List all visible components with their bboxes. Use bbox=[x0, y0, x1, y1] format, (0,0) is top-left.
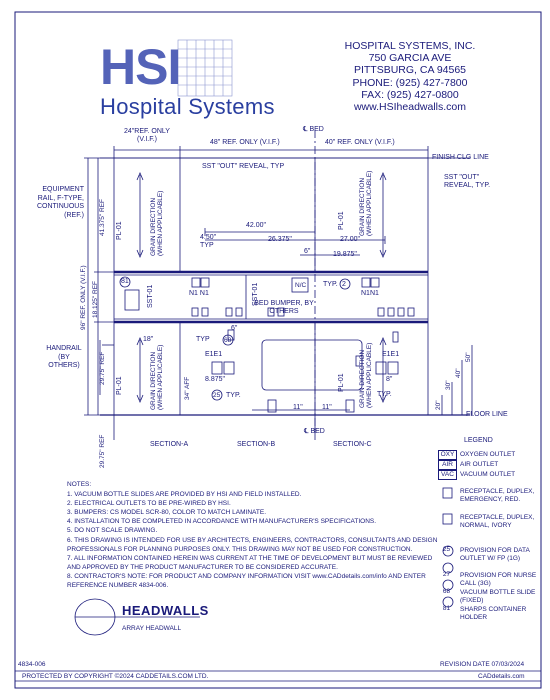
dim-top-mid: 48" REF. ONLY (V.I.F.) bbox=[210, 139, 280, 146]
notes-block bbox=[67, 480, 437, 590]
n1n1-right: N1N1 bbox=[361, 290, 379, 297]
legend-text: PROVISION FOR NURSE CALL (3G) bbox=[460, 572, 537, 588]
floor-line-label: FLOOR LINE bbox=[466, 411, 508, 418]
grain-lower-right: GRAIN DIRECTION (WHEN APPLICABLE) bbox=[359, 342, 373, 408]
dim-42: 42.00" bbox=[246, 222, 267, 229]
section-a-label: SECTION-A bbox=[150, 441, 189, 448]
sst01-left: SST-01 bbox=[147, 284, 154, 308]
sst-out-reveal-right-label: SST "OUT" REVEAL, TYP. bbox=[444, 174, 491, 189]
dim-26375: 26.375" bbox=[268, 236, 292, 243]
bed-centerline-bottom: ℄ BED bbox=[304, 428, 325, 435]
dim-8: 8" bbox=[386, 376, 393, 383]
dim-450: 4.50" TYP bbox=[200, 234, 217, 249]
nurse-call-tag: N/C bbox=[295, 282, 307, 289]
dim-top-left: 24"REF. ONLY (V.I.F.) bbox=[124, 128, 170, 143]
legend-text: RECEPTACLE, DUPLEX, EMERGENCY, RED. bbox=[460, 488, 535, 504]
legend-key: 27 bbox=[442, 571, 451, 578]
legend-text: SHARPS CONTAINER HOLDER bbox=[460, 606, 527, 622]
dim-40: 40" bbox=[455, 368, 462, 378]
company-fax: FAX: (925) 427-0800 bbox=[361, 88, 459, 101]
note-line: 2. ELECTRICAL OUTLETS TO BE PRE-WIRED BY HSI. bbox=[67, 500, 231, 508]
typ-25-label: TYP. bbox=[226, 392, 241, 399]
legend-text: AIR OUTLET bbox=[460, 461, 499, 468]
typ-right-label: TYP. bbox=[377, 391, 392, 398]
sst01-mid: SST-01 bbox=[252, 282, 259, 306]
company-city: PITTSBURG, CA 94565 bbox=[353, 64, 467, 77]
equipment-rail-label: EQUIPMENT RAIL, F-TYPE, CONTINUOUS (REF.) bbox=[36, 186, 84, 219]
section-c-label: SECTION-C bbox=[333, 441, 372, 448]
legend-text: PROVISION FOR DATA OUTLET W/ FP (1G) bbox=[460, 547, 530, 563]
dim-11b: 11" bbox=[322, 404, 332, 411]
handrail-label: HANDRAIL (BY OTHERS) bbox=[46, 345, 82, 369]
grain-upper-left: GRAIN DIRECTION (WHEN APPLICABLE) bbox=[150, 190, 164, 256]
pl01-lower-left: PL-01 bbox=[116, 376, 123, 395]
note-line: 5. DO NOT SCALE DRAWING. bbox=[67, 527, 158, 535]
legend-key: 25 bbox=[442, 546, 451, 553]
notes-heading: NOTES: bbox=[67, 481, 92, 488]
dim-top-right: 40" REF. ONLY (V.I.F.) bbox=[325, 139, 395, 146]
dim-8875: 8.875" bbox=[205, 376, 226, 383]
drawing-title: HEADWALLS bbox=[122, 603, 209, 618]
copyright: PROTECTED BY COPYRIGHT ©2024 CADDETAILS.COM LTD. bbox=[22, 673, 209, 680]
legend-key: OXY bbox=[438, 450, 457, 460]
legend-key: VAC bbox=[438, 470, 457, 480]
dim-6a: 6" bbox=[304, 248, 311, 255]
dim-2975-bottom: 29.75" REF bbox=[99, 434, 106, 468]
dim-18: 18" bbox=[143, 336, 154, 343]
legend-title: LEGEND bbox=[464, 437, 493, 444]
note-line: PROFESSIONALS FOR PLANNING PURPOSES ONLY. THIS DRAWING MAY NOT BE USED FOR CONSTRUCTION. bbox=[67, 545, 413, 553]
e1e1-left: E1E1 bbox=[205, 351, 223, 358]
note-line: 3. BUMPERS: CS MODEL SCR-80, COLOR TO MATCH LAMINATE. bbox=[67, 509, 267, 517]
legend-key: 81 bbox=[442, 605, 451, 612]
note-line: 7. ALL INFORMATION CONTAINED HEREIN WAS CURRENT AT THE TIME OF DEVELOPMENT BUT MUST BE REVIEWED bbox=[67, 554, 433, 562]
pl01-upper-left: PL-01 bbox=[116, 221, 123, 240]
dim-20: 20" bbox=[435, 400, 442, 410]
company-phone: PHONE: (925) 427-7800 bbox=[352, 76, 468, 89]
grain-lower-left: GRAIN DIRECTION (WHEN APPLICABLE) bbox=[150, 344, 164, 410]
tag-81: 81 bbox=[121, 278, 129, 285]
legend-text: VACUUM OUTLET bbox=[460, 471, 516, 478]
drawing-subtitle: ARRAY HEADWALL bbox=[122, 625, 182, 632]
finish-ceiling-line: FINISH CLG LINE bbox=[432, 154, 489, 161]
e1e1-right: E1E1 bbox=[382, 351, 400, 358]
tag-68: 68 bbox=[224, 337, 232, 344]
company-web[interactable]: www.HSIheadwalls.com bbox=[353, 101, 467, 114]
legend-text: OXYGEN OUTLET bbox=[460, 451, 516, 458]
note-line: 1. VACUUM BOTTLE SLIDES ARE PROVIDED BY HSI AND FIELD INSTALLED. bbox=[67, 491, 302, 499]
dim-27: 27.00" bbox=[340, 236, 361, 243]
dim-50: 50" bbox=[465, 352, 472, 362]
note-line: 6. THIS DRAWING IS INTENDED FOR USE BY ARCHITECTS, ENGINEERS, CONTRACTORS, CONSULTANTS AND DESIGN bbox=[67, 536, 438, 544]
typ-68-label: TYP bbox=[196, 336, 210, 343]
dim-6b: 6" bbox=[231, 325, 238, 332]
dim-30: 30" bbox=[445, 380, 452, 390]
note-line: AND APPROVED BY THE PRODUCT MANUFACTURER TO BE CONSIDERED ACCURATE. bbox=[67, 563, 338, 571]
pl01-upper-right: PL-01 bbox=[338, 211, 345, 230]
typ-2-label: TYP. bbox=[323, 281, 338, 288]
dim-19875: 19.875" bbox=[333, 251, 357, 258]
section-b-label: SECTION-B bbox=[237, 441, 276, 448]
legend-key: AIR bbox=[438, 460, 457, 470]
dim-96: 96" REF. ONLY (V.I.F.) bbox=[80, 265, 87, 330]
grain-upper-right: GRAIN DIRECTION (WHEN APPLICABLE) bbox=[359, 170, 373, 236]
dim-11a: 11" bbox=[293, 404, 303, 411]
logo-grid bbox=[178, 40, 232, 96]
legend-text: RECEPTACLE, DUPLEX, NORMAL, IVORY bbox=[460, 514, 535, 530]
dim-18125: 18.125" REF bbox=[92, 281, 99, 318]
sst-out-reveal-label: SST "OUT" REVEAL, TYP bbox=[202, 163, 285, 170]
legend-key: 68 bbox=[442, 588, 451, 595]
company-address-block bbox=[300, 40, 520, 113]
dim-2975: 29.75" REF bbox=[99, 351, 106, 385]
logo-wordmark: Hospital Systems bbox=[100, 94, 275, 119]
bed-centerline-top: ℄ BED bbox=[303, 126, 324, 133]
tag-2: 2 bbox=[342, 281, 346, 288]
revision-date: REVISION DATE 07/03/2024 bbox=[440, 661, 525, 668]
dim-34aff: 34" AFF bbox=[184, 376, 191, 400]
note-line: REFERENCE NUMBER 4834-006. bbox=[67, 582, 169, 590]
note-line: 4. INSTALLATION TO BE COMPLETED IN ACCORDANCE WITH MANUFACTURER'S SPECIFICATIONS. bbox=[67, 518, 377, 526]
bed-bumper-label: BED BUMPER, BY OTHERS bbox=[254, 300, 314, 315]
caddetails-link[interactable]: CADdetails.com bbox=[478, 673, 525, 680]
n1n1-left: N1 N1 bbox=[189, 290, 209, 297]
legend-text: VACUUM BOTTLE SLIDE (FIXED) bbox=[460, 589, 536, 605]
reference-number: 4834-006 bbox=[18, 661, 46, 668]
logo-mark: HSI bbox=[100, 39, 181, 95]
company-name: HOSPITAL SYSTEMS, INC. bbox=[344, 40, 476, 52]
company-street: 750 GARCIA AVE bbox=[368, 52, 452, 65]
note-line: 8. CONTRACTOR'S NOTE: FOR PRODUCT AND COMPANY INFORMATION VISIT www.CADdetails.com/info AND ENTER bbox=[67, 572, 426, 580]
tag-25: 25 bbox=[213, 392, 221, 399]
dim-41375: 41.375" REF bbox=[99, 199, 106, 236]
pl01-lower-right: PL-01 bbox=[338, 373, 345, 392]
